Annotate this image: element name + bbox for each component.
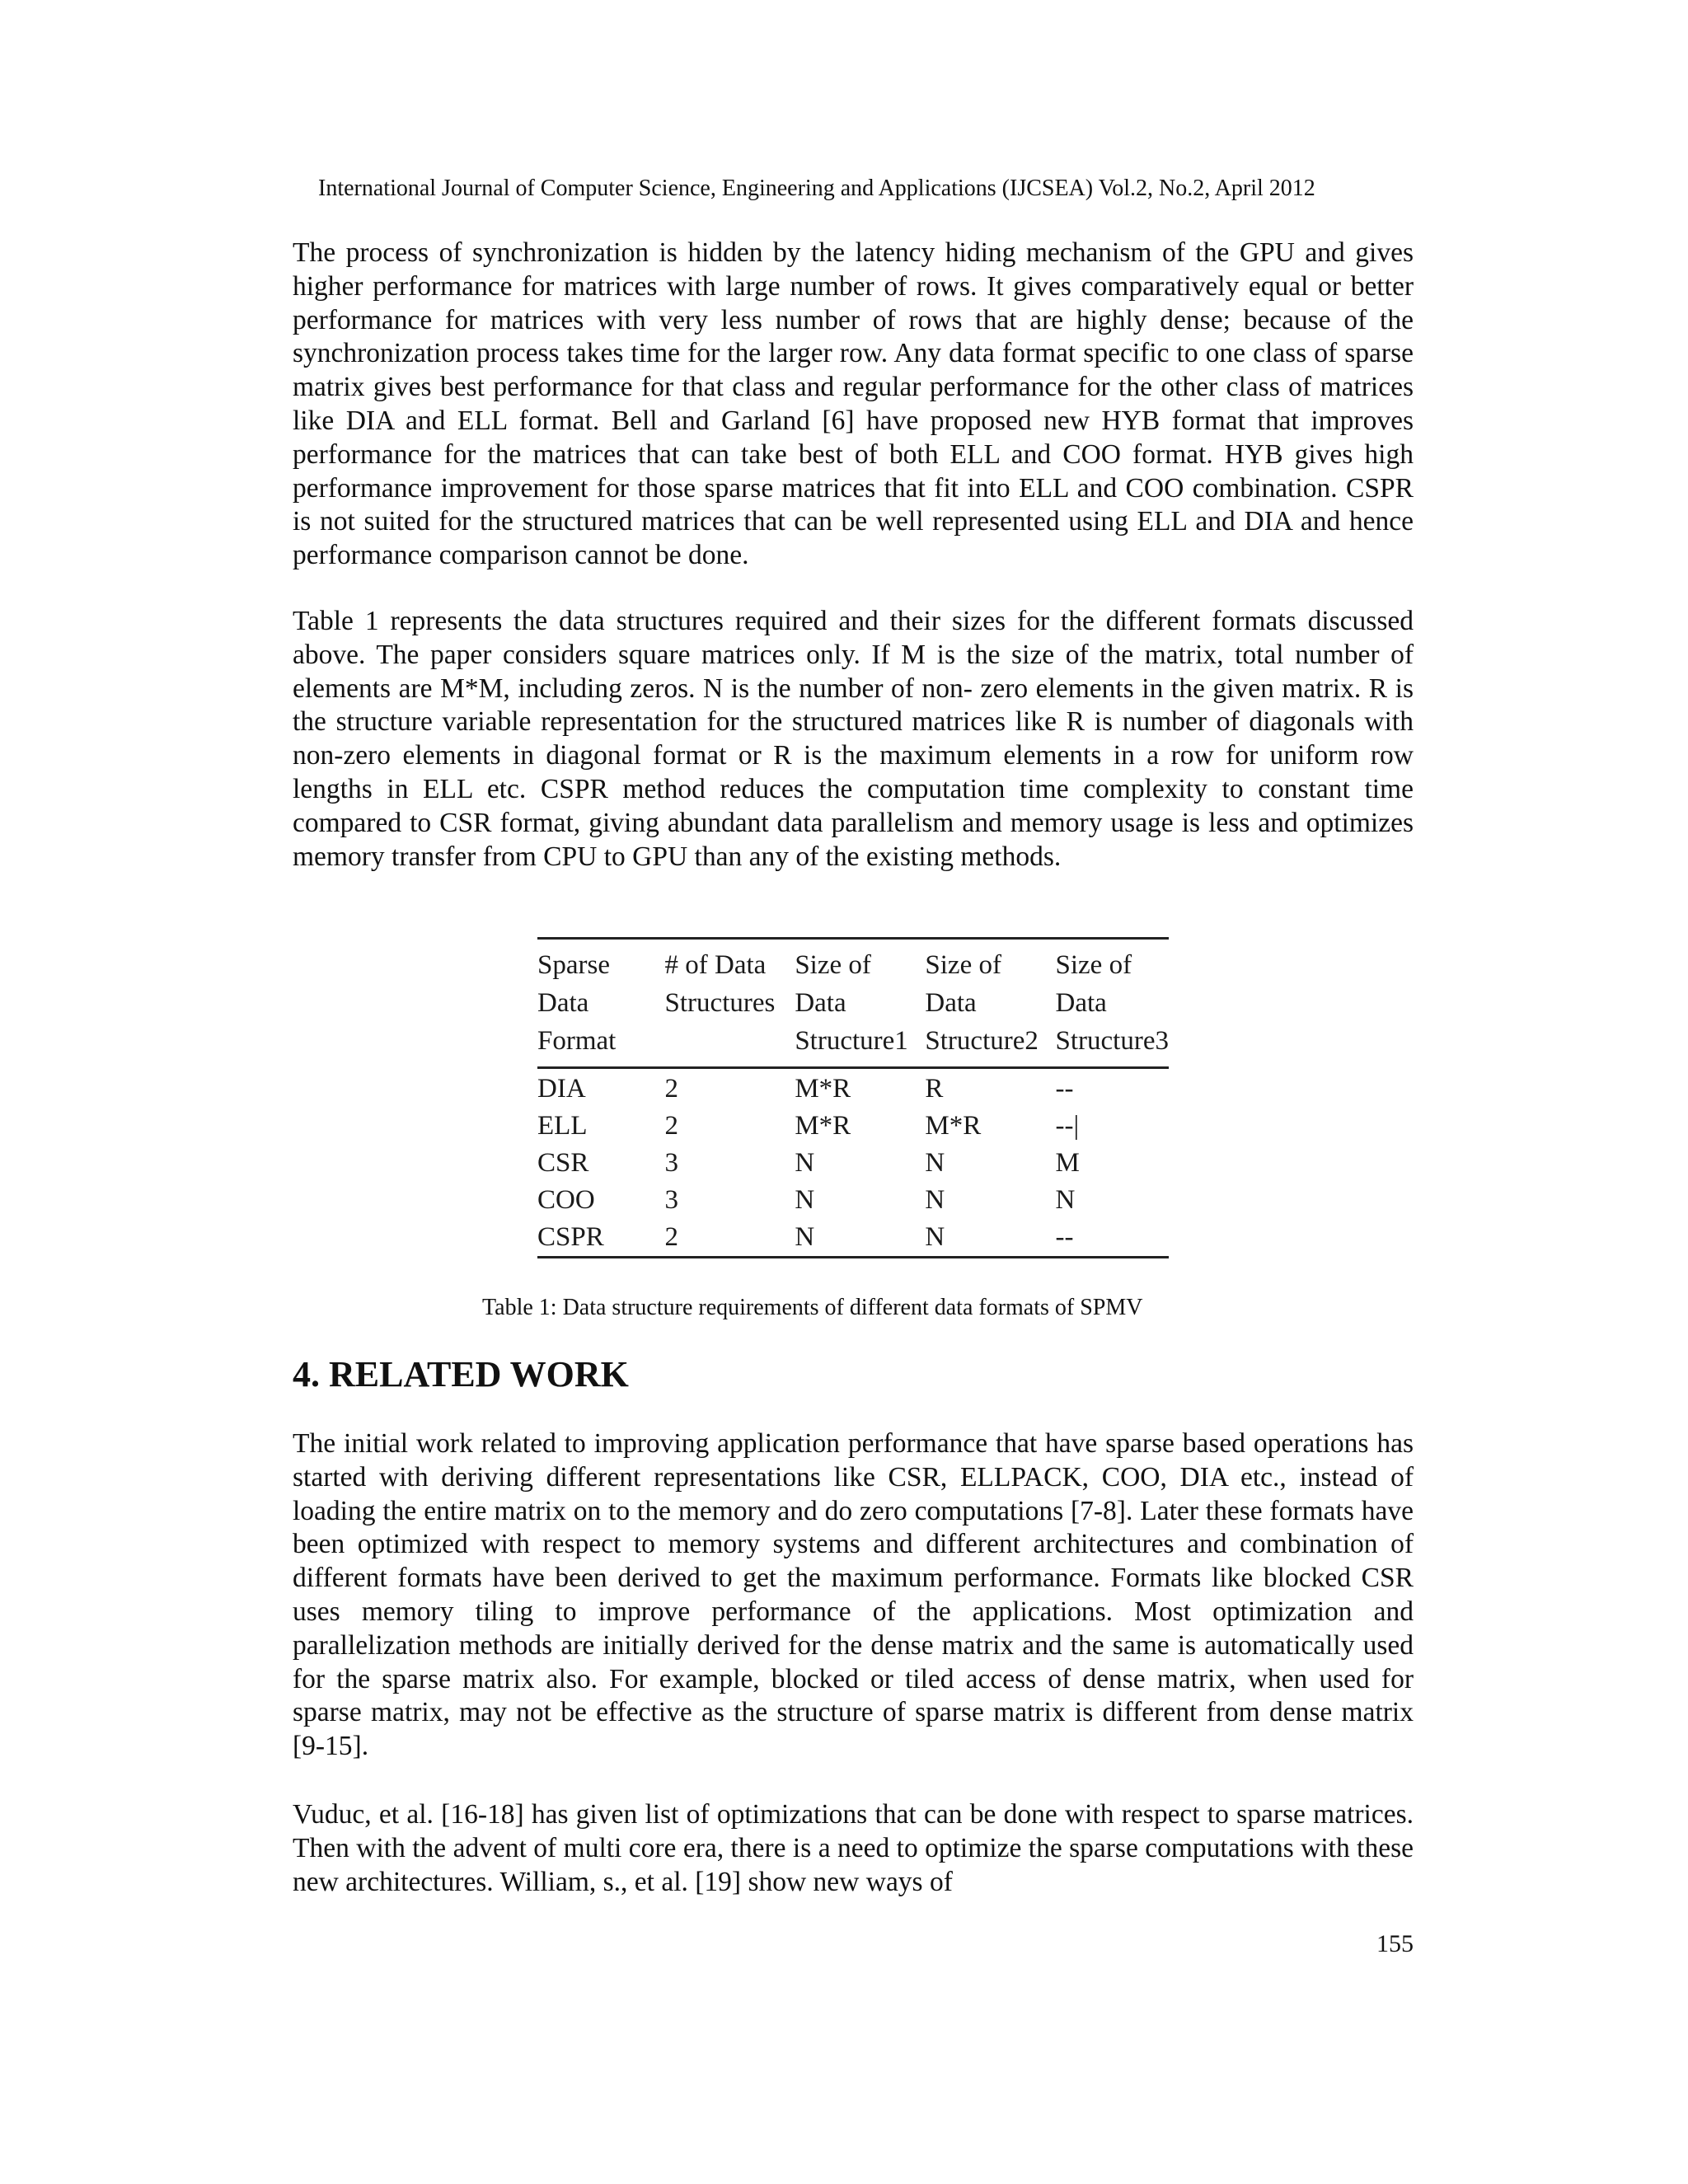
table-row — [537, 1219, 1169, 1258]
table-cell: -- — [1056, 1219, 1170, 1258]
table-cell: M*R — [925, 1111, 982, 1141]
table-cell: 3 — [664, 1185, 679, 1215]
table-cell: N — [795, 1219, 925, 1258]
table-cell: --| — [1055, 1111, 1080, 1141]
table-row — [537, 1108, 1169, 1145]
paragraph-synchronization: The process of synchronization is hidden by the latency hiding mechanism of the GPU and gives higher performance for matrices with large number of rows. It gives comparatively equal or better performance for matrices with very less number of rows that are highly dense; because of the synchronization process takes time for the larger row. Any data format specific to one class of sparse matrix gives best performance for that class and regular performance for the other class of matrices like DIA and ELL format. Bell and Garland [6] have proposed new HYB format that improves performance for the matrices that can take best of both ELL and COO format. HYB gives high performance improvement for those sparse matrices that fit into ELL and COO combination. CSPR is not suited for the structured matrices that can be well represented using ELL and DIA and hence performance comparison cannot be done. — [293, 237, 1414, 571]
section-heading: 4. RELATED WORK — [293, 1354, 629, 1394]
table-cell: N — [795, 1185, 815, 1215]
table-cell: 2 — [664, 1074, 679, 1104]
table-cell: ELL — [537, 1111, 588, 1141]
table-header-row — [537, 939, 1169, 1068]
table-cell: N — [1055, 1185, 1076, 1215]
table-row — [537, 1182, 1169, 1219]
table-row — [537, 1068, 1169, 1108]
table-cell: M*R — [795, 1074, 851, 1104]
table-header-cell: Sparse Data Format — [537, 939, 665, 1068]
table-cell: 2 — [665, 1219, 795, 1258]
table-cell: COO — [537, 1185, 595, 1215]
table-cell: 3 — [664, 1148, 679, 1178]
table-cell: N — [795, 1148, 815, 1178]
table-cell: -- — [1055, 1074, 1074, 1104]
table-header-cell: Size of Data Structure2 — [925, 939, 1055, 1068]
data-structure-table — [537, 937, 1169, 1258]
table-header-cell: Size of Data Structure1 — [795, 939, 925, 1068]
running-header: International Journal of Computer Science, Engineering and Applications (IJCSEA) Vol.2, No.2, April 2012 — [318, 176, 1315, 201]
data-structure-table-container — [537, 937, 1169, 1258]
table-header-cell: # of Data Structures — [665, 939, 795, 1068]
table-cell: N — [925, 1185, 945, 1215]
table-cell: DIA — [537, 1074, 586, 1104]
table-cell: CSPR — [537, 1219, 665, 1258]
paragraph-optimizations: Vuduc, et al. [16-18] has given list of optimizations that can be done with respect to sparse matrices. Then with the advent of multi core era, there is a need to optimize the sparse computations with these new architectures. William, s., et al. [19] show new ways of — [293, 1799, 1414, 1897]
paragraph-related-work: The initial work related to improving application performance that have sparse based operations has started with deriving different representations like CSR, ELLPACK, COO, DIA etc., instead of loading the entire matrix on to the memory and do zero computations [7-8]. Later these formats have been optimized with respect to memory systems and different architectures and combination of different formats have been derived to get the maximum performance. Formats like blocked CSR uses memory tiling to improve performance of the applications. Most optimization and parallelization methods are initially derived for the dense matrix and the same is automatically used for the sparse matrix also. For example, blocked or tiled access of dense matrix, when used for sparse matrix, may not be effective as the structure of sparse matrix is different from dense matrix [9-15]. — [293, 1428, 1414, 1762]
table-header-cell: Size of Data Structure3 — [1056, 939, 1170, 1068]
table-cell: N — [925, 1148, 945, 1178]
table-caption: Table 1: Data structure requirements of different data formats of SPMV — [482, 1295, 1143, 1320]
table-cell: N — [925, 1219, 1055, 1258]
page-number: 155 — [1376, 1930, 1414, 1957]
table-cell: M — [1055, 1148, 1080, 1178]
table-cell: 2 — [664, 1111, 679, 1141]
table-cell: M*R — [795, 1111, 851, 1141]
table-row — [537, 1145, 1169, 1182]
table-cell: CSR — [537, 1148, 589, 1178]
table-cell: R — [925, 1074, 944, 1104]
paragraph-table-description: Table 1 represents the data structures required and their sizes for the different formats discussed above. The paper considers square matrices only. If M is the size of the matrix, total number of elements are M*M, including zeros. N is the number of non- zero elements in the given matrix. R is the structure variable representation for the structured matrices like R is number of diagonals with non-zero elements in diagonal format or R is the maximum elements in a row for uniform row lengths in ELL etc. CSPR method reduces the computation time complexity to constant time compared to CSR format, giving abundant data parallelism and memory usage is less and optimizes memory transfer from CPU to GPU than any of the existing methods. — [293, 606, 1414, 872]
